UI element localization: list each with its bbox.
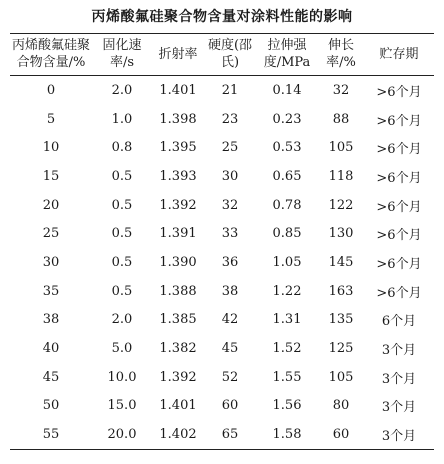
cell-shelf-life: >6个月 [376,113,422,129]
cell-refractive-index: 1.392 [159,197,197,213]
cell-hardness: 52 [221,369,239,385]
cell-content: 50 [42,398,60,414]
cell-refractive-index: 1.393 [159,168,197,184]
cell-refractive-index: 1.392 [159,369,197,385]
cell-content: 15 [42,168,60,184]
table-row [10,420,434,449]
cell-content: 20 [42,197,60,213]
cell-refractive-index: 1.391 [159,226,197,242]
cell-cure-rate: 20.0 [107,427,137,443]
cell-refractive-index: 1.402 [159,427,197,443]
cell-tensile-strength: 1.52 [272,341,302,357]
cell-hardness: 38 [221,283,239,299]
cell-elongation: 163 [328,283,354,299]
header-tensile-strength: 拉伸强度/MPa [263,38,311,70]
cell-content: 5 [46,111,56,127]
cell-refractive-index: 1.390 [159,254,197,270]
cell-tensile-strength: 1.55 [272,369,302,385]
cell-cure-rate: 15.0 [107,398,137,414]
cell-tensile-strength: 1.58 [272,427,302,443]
table-row [10,334,434,363]
cell-shelf-life: >6个月 [376,256,422,272]
cell-refractive-index: 1.395 [159,140,197,156]
cell-hardness: 45 [221,341,239,357]
table-body [10,76,434,450]
cell-shelf-life: >6个月 [376,84,422,100]
cell-content: 38 [42,312,60,328]
cell-refractive-index: 1.388 [159,283,197,299]
cell-cure-rate: 0.5 [111,283,133,299]
table-row [10,248,434,277]
table-title: 丙烯酸氟硅聚合物含量对涂料性能的影响 [91,9,353,25]
table-row [10,392,434,421]
cell-hardness: 60 [221,398,239,414]
table-row [10,277,434,306]
cell-tensile-strength: 1.05 [272,254,302,270]
cell-tensile-strength: 0.78 [272,197,302,213]
cell-elongation: 105 [328,369,354,385]
cell-cure-rate: 10.0 [107,369,137,385]
cell-hardness: 21 [221,82,239,98]
cell-elongation: 125 [328,341,354,357]
cell-elongation: 118 [328,168,354,184]
cell-refractive-index: 1.398 [159,111,197,127]
cell-content: 30 [42,254,60,270]
cell-content: 25 [42,226,60,242]
cell-shelf-life: >6个月 [376,285,422,301]
table-header [10,34,434,76]
cell-elongation: 105 [328,140,354,156]
cell-shelf-life: >6个月 [376,170,422,186]
header-refractive-index: 折射率 [158,46,198,62]
table-row [10,162,434,191]
cell-cure-rate: 0.8 [111,140,133,156]
cell-shelf-life: >6个月 [376,142,422,158]
cell-shelf-life: 3个月 [381,429,417,445]
header-content: 丙烯酸氟硅聚合物含量/% [11,38,90,70]
header-elongation: 伸长率/% [326,38,356,70]
cell-cure-rate: 0.5 [111,197,133,213]
cell-elongation: 130 [328,226,354,242]
cell-elongation: 32 [332,82,350,98]
cell-cure-rate: 2.0 [111,312,133,328]
table-row [10,306,434,335]
cell-cure-rate: 0.5 [111,168,133,184]
cell-tensile-strength: 1.31 [272,312,302,328]
cell-refractive-index: 1.382 [159,341,197,357]
cell-elongation: 145 [328,254,354,270]
cell-elongation: 80 [332,398,350,414]
cell-tensile-strength: 0.65 [272,168,302,184]
header-row [10,34,434,76]
cell-content: 10 [42,140,60,156]
cell-cure-rate: 5.0 [111,341,133,357]
cell-elongation: 135 [328,312,354,328]
cell-refractive-index: 1.401 [159,398,197,414]
cell-content: 35 [42,283,60,299]
table-row [10,133,434,162]
cell-cure-rate: 2.0 [111,82,133,98]
cell-cure-rate: 1.0 [111,111,133,127]
cell-content: 55 [42,427,60,443]
cell-refractive-index: 1.385 [159,312,197,328]
cell-content: 40 [42,341,60,357]
cell-content: 0 [46,82,56,98]
cell-hardness: 65 [221,427,239,443]
cell-tensile-strength: 0.23 [272,111,302,127]
cell-hardness: 42 [221,312,239,328]
cell-cure-rate: 0.5 [111,254,133,270]
cell-shelf-life: 3个月 [381,400,417,416]
header-shelf-life: 贮存期 [379,46,419,62]
cell-hardness: 36 [221,254,239,270]
table-row [10,363,434,392]
cell-hardness: 25 [221,140,239,156]
cell-shelf-life: 6个月 [381,314,417,330]
cell-content: 45 [42,369,60,385]
cell-hardness: 32 [221,197,239,213]
cell-tensile-strength: 0.14 [272,82,302,98]
cell-tensile-strength: 0.85 [272,226,302,242]
cell-refractive-index: 1.401 [159,82,197,98]
cell-tensile-strength: 0.53 [272,140,302,156]
table-row [10,219,434,248]
cell-cure-rate: 0.5 [111,226,133,242]
cell-hardness: 30 [221,168,239,184]
cell-elongation: 60 [332,427,350,443]
cell-shelf-life: >6个月 [376,199,422,215]
cell-hardness: 23 [221,111,239,127]
table-row [10,105,434,134]
properties-table [10,33,434,450]
cell-tensile-strength: 1.56 [272,398,302,414]
table-row [10,191,434,220]
cell-elongation: 88 [332,111,350,127]
header-cure-rate: 固化速率/s [102,38,142,70]
cell-shelf-life: 3个月 [381,371,417,387]
cell-elongation: 122 [328,197,354,213]
cell-hardness: 33 [221,226,239,242]
table-row [10,76,434,105]
cell-shelf-life: 3个月 [381,343,417,359]
cell-shelf-life: >6个月 [376,228,422,244]
header-hardness: 硬度(邵氏) [207,38,253,70]
cell-tensile-strength: 1.22 [272,283,302,299]
